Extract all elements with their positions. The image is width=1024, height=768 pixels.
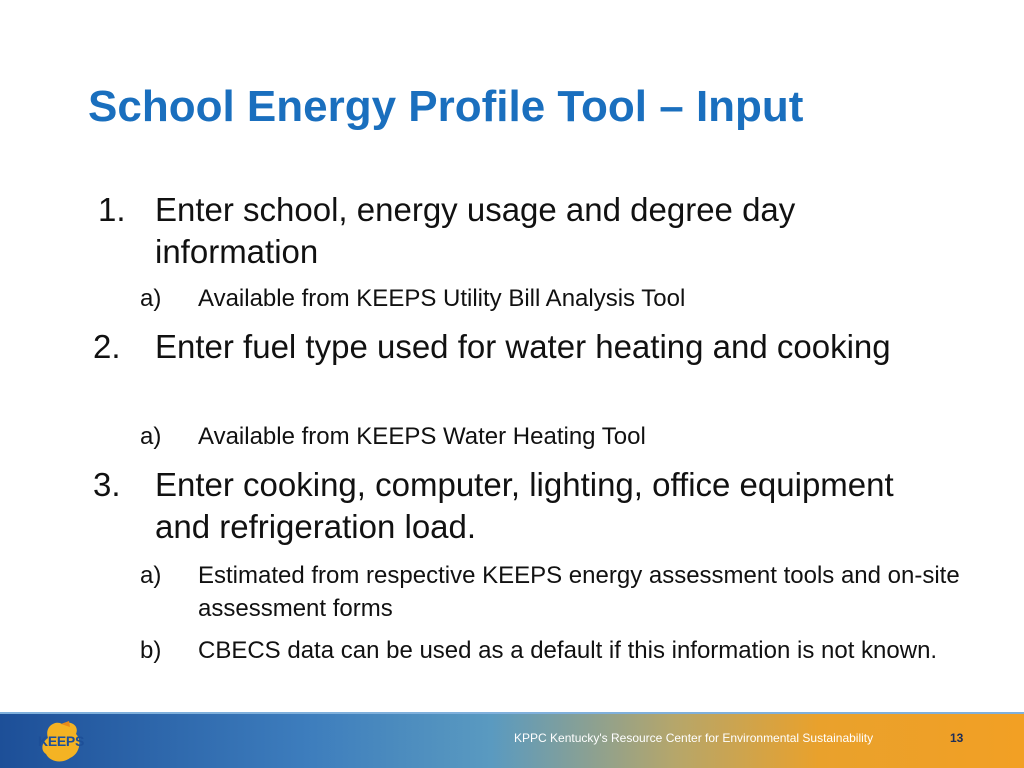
sub-item-letter: a) (140, 562, 162, 589)
item-text: Enter school, energy usage and degree day information (155, 191, 796, 270)
logo-text: KEEPS (38, 733, 84, 749)
sub-item-letter: b) (140, 637, 162, 664)
page-number: 13 (950, 731, 964, 745)
sub-item-letter: a) (140, 285, 162, 312)
sub-item-text: Available from KEEPS Water Heating Tool (198, 423, 646, 450)
item-number: 3. (93, 466, 121, 503)
footer-divider (0, 712, 1024, 714)
item-number: 2. (93, 328, 121, 365)
footer-org-text: KPPC Kentucky's Resource Center for Environmental Sustainability (514, 731, 874, 745)
sub-item-text: Available from KEEPS Utility Bill Analysis Tool (198, 285, 686, 312)
item-text: Enter fuel type used for water heating and cooking (155, 328, 891, 365)
sub-item-text: CBECS data can be used as a default if this information is not known. (198, 637, 938, 664)
sub-item-text: Estimated from respective KEEPS energy assessment tools and on-site assessment forms (198, 562, 960, 622)
sub-item-letter: a) (140, 423, 162, 450)
slide-title: School Energy Profile Tool – Input (88, 82, 804, 131)
item-text: Enter cooking, computer, lighting, office equipment and refrigeration load. (155, 466, 894, 545)
item-number: 1. (98, 191, 126, 228)
